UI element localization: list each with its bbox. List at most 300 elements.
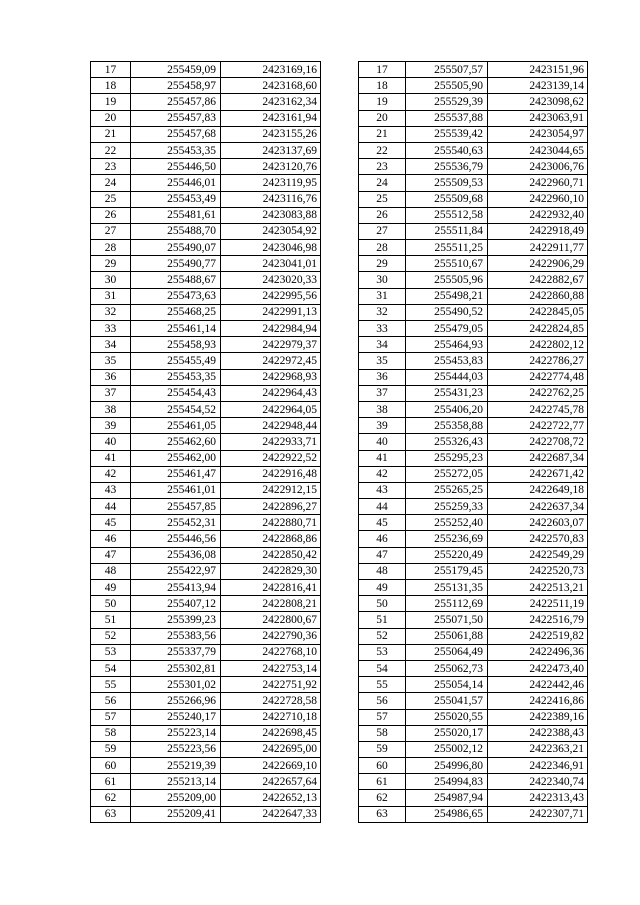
table-row xyxy=(91,693,321,709)
table-row xyxy=(91,321,321,337)
x-coordinate-cell: 254996,80 xyxy=(406,758,488,774)
table-row xyxy=(91,401,321,417)
point-number-cell: 56 xyxy=(91,693,131,709)
table-row xyxy=(91,515,321,531)
y-coordinate-cell: 2422991,13 xyxy=(221,304,321,320)
point-number-cell: 59 xyxy=(359,741,406,757)
x-coordinate-cell: 255458,93 xyxy=(131,337,221,353)
table-row xyxy=(359,693,588,709)
point-number-cell: 25 xyxy=(91,191,131,207)
point-number-cell: 19 xyxy=(359,94,406,110)
point-number-cell: 39 xyxy=(91,418,131,434)
table-row xyxy=(91,806,321,822)
y-coordinate-cell: 2422652,13 xyxy=(221,790,321,806)
coordinates-table-right xyxy=(358,61,588,823)
table-row xyxy=(91,482,321,498)
point-number-cell: 35 xyxy=(359,353,406,369)
x-coordinate-cell: 255490,77 xyxy=(131,256,221,272)
table-row xyxy=(91,304,321,320)
point-number-cell: 18 xyxy=(91,78,131,94)
point-number-cell: 61 xyxy=(359,774,406,790)
table-row xyxy=(359,256,588,272)
table-row xyxy=(91,677,321,693)
table-row xyxy=(91,207,321,223)
y-coordinate-cell: 2422972,45 xyxy=(221,353,321,369)
table-row xyxy=(91,563,321,579)
y-coordinate-cell: 2422722,77 xyxy=(488,418,588,434)
table-row xyxy=(359,499,588,515)
point-number-cell: 40 xyxy=(359,434,406,450)
coordinates-table-body xyxy=(91,62,321,823)
y-coordinate-cell: 2422708,72 xyxy=(488,434,588,450)
x-coordinate-cell: 255488,67 xyxy=(131,272,221,288)
table-row xyxy=(359,612,588,628)
y-coordinate-cell: 2422850,42 xyxy=(221,547,321,563)
y-coordinate-cell: 2422346,91 xyxy=(488,758,588,774)
table-row xyxy=(359,94,588,110)
point-number-cell: 33 xyxy=(91,321,131,337)
x-coordinate-cell: 255295,23 xyxy=(406,450,488,466)
y-coordinate-cell: 2422768,10 xyxy=(221,644,321,660)
x-coordinate-cell: 254994,83 xyxy=(406,774,488,790)
y-coordinate-cell: 2422340,74 xyxy=(488,774,588,790)
x-coordinate-cell: 255002,12 xyxy=(406,741,488,757)
y-coordinate-cell: 2423169,16 xyxy=(221,62,321,78)
table-row xyxy=(359,288,588,304)
y-coordinate-cell: 2422790,36 xyxy=(221,628,321,644)
y-coordinate-cell: 2422800,67 xyxy=(221,612,321,628)
x-coordinate-cell: 255453,83 xyxy=(406,353,488,369)
x-coordinate-cell: 255446,01 xyxy=(131,175,221,191)
table-row xyxy=(359,207,588,223)
point-number-cell: 46 xyxy=(359,531,406,547)
y-coordinate-cell: 2422802,12 xyxy=(488,337,588,353)
y-coordinate-cell: 2423063,91 xyxy=(488,110,588,126)
point-number-cell: 29 xyxy=(91,256,131,272)
x-coordinate-cell: 255061,88 xyxy=(406,628,488,644)
point-number-cell: 37 xyxy=(359,385,406,401)
y-coordinate-cell: 2423116,76 xyxy=(221,191,321,207)
table-row xyxy=(91,628,321,644)
table-row xyxy=(91,580,321,596)
y-coordinate-cell: 2422496,36 xyxy=(488,644,588,660)
table-row xyxy=(359,223,588,239)
y-coordinate-cell: 2422816,41 xyxy=(221,580,321,596)
x-coordinate-cell: 255464,93 xyxy=(406,337,488,353)
x-coordinate-cell: 255509,53 xyxy=(406,175,488,191)
table-row xyxy=(359,272,588,288)
x-coordinate-cell: 255457,85 xyxy=(131,499,221,515)
x-coordinate-cell: 255236,69 xyxy=(406,531,488,547)
x-coordinate-cell: 255462,60 xyxy=(131,434,221,450)
table-row xyxy=(359,434,588,450)
y-coordinate-cell: 2423119,95 xyxy=(221,175,321,191)
y-coordinate-cell: 2422932,40 xyxy=(488,207,588,223)
y-coordinate-cell: 2423054,92 xyxy=(221,223,321,239)
y-coordinate-cell: 2422984,94 xyxy=(221,321,321,337)
x-coordinate-cell: 255112,69 xyxy=(406,596,488,612)
y-coordinate-cell: 2422669,10 xyxy=(221,758,321,774)
table-row xyxy=(359,596,588,612)
y-coordinate-cell: 2422473,40 xyxy=(488,660,588,676)
x-coordinate-cell: 255473,63 xyxy=(131,288,221,304)
x-coordinate-cell: 255507,57 xyxy=(406,62,488,78)
x-coordinate-cell: 255536,79 xyxy=(406,159,488,175)
x-coordinate-cell: 255272,05 xyxy=(406,466,488,482)
point-number-cell: 29 xyxy=(359,256,406,272)
y-coordinate-cell: 2422912,15 xyxy=(221,482,321,498)
table-row xyxy=(359,191,588,207)
point-number-cell: 33 xyxy=(359,321,406,337)
y-coordinate-cell: 2422313,43 xyxy=(488,790,588,806)
point-number-cell: 57 xyxy=(91,709,131,725)
point-number-cell: 41 xyxy=(91,450,131,466)
point-number-cell: 42 xyxy=(359,466,406,482)
point-number-cell: 59 xyxy=(91,741,131,757)
x-coordinate-cell: 255453,35 xyxy=(131,142,221,158)
table-row xyxy=(91,644,321,660)
point-number-cell: 61 xyxy=(91,774,131,790)
x-coordinate-cell: 255219,39 xyxy=(131,758,221,774)
table-row xyxy=(91,369,321,385)
table-row xyxy=(359,321,588,337)
x-coordinate-cell: 255452,31 xyxy=(131,515,221,531)
y-coordinate-cell: 2422671,42 xyxy=(488,466,588,482)
table-row xyxy=(359,580,588,596)
y-coordinate-cell: 2423083,88 xyxy=(221,207,321,223)
point-number-cell: 47 xyxy=(91,547,131,563)
x-coordinate-cell: 255488,70 xyxy=(131,223,221,239)
y-coordinate-cell: 2422960,71 xyxy=(488,175,588,191)
table-row xyxy=(359,790,588,806)
table-row xyxy=(91,741,321,757)
y-coordinate-cell: 2422647,33 xyxy=(221,806,321,822)
table-row xyxy=(91,531,321,547)
x-coordinate-cell: 255510,67 xyxy=(406,256,488,272)
table-row xyxy=(91,175,321,191)
point-number-cell: 49 xyxy=(359,580,406,596)
table-row xyxy=(359,677,588,693)
table-row xyxy=(359,337,588,353)
x-coordinate-cell: 255301,02 xyxy=(131,677,221,693)
table-row xyxy=(359,62,588,78)
x-coordinate-cell: 255505,90 xyxy=(406,78,488,94)
point-number-cell: 31 xyxy=(359,288,406,304)
x-coordinate-cell: 255326,43 xyxy=(406,434,488,450)
table-row xyxy=(359,758,588,774)
x-coordinate-cell: 255490,07 xyxy=(131,240,221,256)
table-row xyxy=(359,240,588,256)
point-number-cell: 20 xyxy=(91,110,131,126)
table-row xyxy=(91,725,321,741)
y-coordinate-cell: 2422860,88 xyxy=(488,288,588,304)
table-row xyxy=(359,725,588,741)
y-coordinate-cell: 2422603,07 xyxy=(488,515,588,531)
y-coordinate-cell: 2422882,67 xyxy=(488,272,588,288)
y-coordinate-cell: 2422745,78 xyxy=(488,401,588,417)
y-coordinate-cell: 2422657,64 xyxy=(221,774,321,790)
y-coordinate-cell: 2422922,52 xyxy=(221,450,321,466)
point-number-cell: 58 xyxy=(91,725,131,741)
table-row xyxy=(359,531,588,547)
y-coordinate-cell: 2422637,34 xyxy=(488,499,588,515)
point-number-cell: 48 xyxy=(91,563,131,579)
x-coordinate-cell: 255358,88 xyxy=(406,418,488,434)
y-coordinate-cell: 2423044,65 xyxy=(488,142,588,158)
table-row xyxy=(359,482,588,498)
y-coordinate-cell: 2423041,01 xyxy=(221,256,321,272)
x-coordinate-cell: 255399,23 xyxy=(131,612,221,628)
y-coordinate-cell: 2422911,77 xyxy=(488,240,588,256)
table-row xyxy=(91,499,321,515)
x-coordinate-cell: 255512,58 xyxy=(406,207,488,223)
table-row xyxy=(91,709,321,725)
point-number-cell: 46 xyxy=(91,531,131,547)
table-row xyxy=(91,612,321,628)
y-coordinate-cell: 2422751,92 xyxy=(221,677,321,693)
table-row xyxy=(359,126,588,142)
table-row xyxy=(359,369,588,385)
y-coordinate-cell: 2422979,37 xyxy=(221,337,321,353)
x-coordinate-cell: 255490,52 xyxy=(406,304,488,320)
point-number-cell: 38 xyxy=(91,401,131,417)
point-number-cell: 26 xyxy=(91,207,131,223)
point-number-cell: 44 xyxy=(91,499,131,515)
point-number-cell: 47 xyxy=(359,547,406,563)
x-coordinate-cell: 255454,52 xyxy=(131,401,221,417)
y-coordinate-cell: 2422808,21 xyxy=(221,596,321,612)
x-coordinate-cell: 255468,25 xyxy=(131,304,221,320)
y-coordinate-cell: 2423151,96 xyxy=(488,62,588,78)
table-row xyxy=(359,142,588,158)
x-coordinate-cell: 255406,20 xyxy=(406,401,488,417)
point-number-cell: 62 xyxy=(359,790,406,806)
point-number-cell: 37 xyxy=(91,385,131,401)
coordinates-table-body xyxy=(359,62,588,823)
point-number-cell: 50 xyxy=(359,596,406,612)
table-row xyxy=(91,596,321,612)
x-coordinate-cell: 255537,88 xyxy=(406,110,488,126)
x-coordinate-cell: 255337,79 xyxy=(131,644,221,660)
y-coordinate-cell: 2423054,97 xyxy=(488,126,588,142)
x-coordinate-cell: 255209,00 xyxy=(131,790,221,806)
point-number-cell: 30 xyxy=(359,272,406,288)
point-number-cell: 57 xyxy=(359,709,406,725)
point-number-cell: 55 xyxy=(91,677,131,693)
y-coordinate-cell: 2422774,48 xyxy=(488,369,588,385)
y-coordinate-cell: 2423020,33 xyxy=(221,272,321,288)
y-coordinate-cell: 2422964,05 xyxy=(221,401,321,417)
table-row xyxy=(91,223,321,239)
y-coordinate-cell: 2422695,00 xyxy=(221,741,321,757)
table-row xyxy=(91,450,321,466)
y-coordinate-cell: 2423137,69 xyxy=(221,142,321,158)
table-row xyxy=(359,774,588,790)
x-coordinate-cell: 255481,61 xyxy=(131,207,221,223)
x-coordinate-cell: 255071,50 xyxy=(406,612,488,628)
point-number-cell: 43 xyxy=(359,482,406,498)
table-row xyxy=(91,385,321,401)
table-row xyxy=(359,644,588,660)
point-number-cell: 53 xyxy=(359,644,406,660)
point-number-cell: 22 xyxy=(91,142,131,158)
point-number-cell: 45 xyxy=(91,515,131,531)
point-number-cell: 48 xyxy=(359,563,406,579)
y-coordinate-cell: 2422389,16 xyxy=(488,709,588,725)
y-coordinate-cell: 2422845,05 xyxy=(488,304,588,320)
x-coordinate-cell: 255131,35 xyxy=(406,580,488,596)
y-coordinate-cell: 2422829,30 xyxy=(221,563,321,579)
y-coordinate-cell: 2422519,82 xyxy=(488,628,588,644)
x-coordinate-cell: 254986,65 xyxy=(406,806,488,822)
y-coordinate-cell: 2422363,21 xyxy=(488,741,588,757)
x-coordinate-cell: 254987,94 xyxy=(406,790,488,806)
point-number-cell: 44 xyxy=(359,499,406,515)
coordinates-table-left xyxy=(90,61,321,823)
y-coordinate-cell: 2422520,73 xyxy=(488,563,588,579)
point-number-cell: 54 xyxy=(359,660,406,676)
point-number-cell: 60 xyxy=(359,758,406,774)
table-row xyxy=(91,418,321,434)
y-coordinate-cell: 2422687,34 xyxy=(488,450,588,466)
point-number-cell: 58 xyxy=(359,725,406,741)
point-number-cell: 20 xyxy=(359,110,406,126)
y-coordinate-cell: 2422416,86 xyxy=(488,693,588,709)
y-coordinate-cell: 2423162,34 xyxy=(221,94,321,110)
table-row xyxy=(91,660,321,676)
point-number-cell: 52 xyxy=(359,628,406,644)
table-row xyxy=(91,191,321,207)
y-coordinate-cell: 2423155,26 xyxy=(221,126,321,142)
x-coordinate-cell: 255505,96 xyxy=(406,272,488,288)
x-coordinate-cell: 255457,86 xyxy=(131,94,221,110)
table-row xyxy=(359,385,588,401)
y-coordinate-cell: 2423120,76 xyxy=(221,159,321,175)
table-row xyxy=(91,272,321,288)
x-coordinate-cell: 255446,50 xyxy=(131,159,221,175)
point-number-cell: 50 xyxy=(91,596,131,612)
x-coordinate-cell: 255509,68 xyxy=(406,191,488,207)
point-number-cell: 18 xyxy=(359,78,406,94)
point-number-cell: 28 xyxy=(359,240,406,256)
point-number-cell: 32 xyxy=(91,304,131,320)
table-row xyxy=(359,110,588,126)
x-coordinate-cell: 255041,57 xyxy=(406,693,488,709)
point-number-cell: 53 xyxy=(91,644,131,660)
table-row xyxy=(359,304,588,320)
y-coordinate-cell: 2422728,58 xyxy=(221,693,321,709)
x-coordinate-cell: 255220,49 xyxy=(406,547,488,563)
x-coordinate-cell: 255511,25 xyxy=(406,240,488,256)
table-row xyxy=(91,758,321,774)
point-number-cell: 21 xyxy=(91,126,131,142)
point-number-cell: 43 xyxy=(91,482,131,498)
x-coordinate-cell: 255511,84 xyxy=(406,223,488,239)
point-number-cell: 40 xyxy=(91,434,131,450)
point-number-cell: 63 xyxy=(91,806,131,822)
point-number-cell: 38 xyxy=(359,401,406,417)
point-number-cell: 63 xyxy=(359,806,406,822)
y-coordinate-cell: 2422388,43 xyxy=(488,725,588,741)
x-coordinate-cell: 255444,03 xyxy=(406,369,488,385)
table-row xyxy=(91,256,321,272)
y-coordinate-cell: 2422824,85 xyxy=(488,321,588,337)
y-coordinate-cell: 2422549,29 xyxy=(488,547,588,563)
point-number-cell: 35 xyxy=(91,353,131,369)
point-number-cell: 51 xyxy=(91,612,131,628)
x-coordinate-cell: 255213,14 xyxy=(131,774,221,790)
y-coordinate-cell: 2422698,45 xyxy=(221,725,321,741)
y-coordinate-cell: 2422868,86 xyxy=(221,531,321,547)
x-coordinate-cell: 255529,39 xyxy=(406,94,488,110)
point-number-cell: 27 xyxy=(359,223,406,239)
x-coordinate-cell: 255054,14 xyxy=(406,677,488,693)
y-coordinate-cell: 2422880,71 xyxy=(221,515,321,531)
x-coordinate-cell: 255461,14 xyxy=(131,321,221,337)
point-number-cell: 31 xyxy=(91,288,131,304)
x-coordinate-cell: 255265,25 xyxy=(406,482,488,498)
y-coordinate-cell: 2422307,71 xyxy=(488,806,588,822)
y-coordinate-cell: 2423161,94 xyxy=(221,110,321,126)
table-row xyxy=(359,709,588,725)
x-coordinate-cell: 255461,47 xyxy=(131,466,221,482)
point-number-cell: 22 xyxy=(359,142,406,158)
table-row xyxy=(91,126,321,142)
point-number-cell: 36 xyxy=(359,369,406,385)
table-row xyxy=(359,466,588,482)
point-number-cell: 28 xyxy=(91,240,131,256)
y-coordinate-cell: 2423168,60 xyxy=(221,78,321,94)
table-row xyxy=(91,337,321,353)
y-coordinate-cell: 2422516,79 xyxy=(488,612,588,628)
table-row xyxy=(91,159,321,175)
point-number-cell: 17 xyxy=(91,62,131,78)
table-row xyxy=(91,547,321,563)
x-coordinate-cell: 255436,08 xyxy=(131,547,221,563)
y-coordinate-cell: 2422906,29 xyxy=(488,256,588,272)
y-coordinate-cell: 2422710,18 xyxy=(221,709,321,725)
y-coordinate-cell: 2422968,93 xyxy=(221,369,321,385)
table-row xyxy=(91,240,321,256)
y-coordinate-cell: 2422511,19 xyxy=(488,596,588,612)
x-coordinate-cell: 255455,49 xyxy=(131,353,221,369)
y-coordinate-cell: 2423098,62 xyxy=(488,94,588,110)
x-coordinate-cell: 255462,00 xyxy=(131,450,221,466)
y-coordinate-cell: 2423139,14 xyxy=(488,78,588,94)
y-coordinate-cell: 2422513,21 xyxy=(488,580,588,596)
point-number-cell: 55 xyxy=(359,677,406,693)
table-row xyxy=(91,790,321,806)
point-number-cell: 51 xyxy=(359,612,406,628)
x-coordinate-cell: 255422,97 xyxy=(131,563,221,579)
y-coordinate-cell: 2422916,48 xyxy=(221,466,321,482)
x-coordinate-cell: 255266,96 xyxy=(131,693,221,709)
point-number-cell: 24 xyxy=(359,175,406,191)
y-coordinate-cell: 2422786,27 xyxy=(488,353,588,369)
y-coordinate-cell: 2422918,49 xyxy=(488,223,588,239)
table-row xyxy=(359,563,588,579)
y-coordinate-cell: 2422896,27 xyxy=(221,499,321,515)
point-number-cell: 34 xyxy=(91,337,131,353)
y-coordinate-cell: 2423046,98 xyxy=(221,240,321,256)
x-coordinate-cell: 255240,17 xyxy=(131,709,221,725)
table-row xyxy=(91,94,321,110)
y-coordinate-cell: 2422960,10 xyxy=(488,191,588,207)
table-row xyxy=(359,353,588,369)
x-coordinate-cell: 255062,73 xyxy=(406,660,488,676)
table-row xyxy=(359,660,588,676)
point-number-cell: 56 xyxy=(359,693,406,709)
